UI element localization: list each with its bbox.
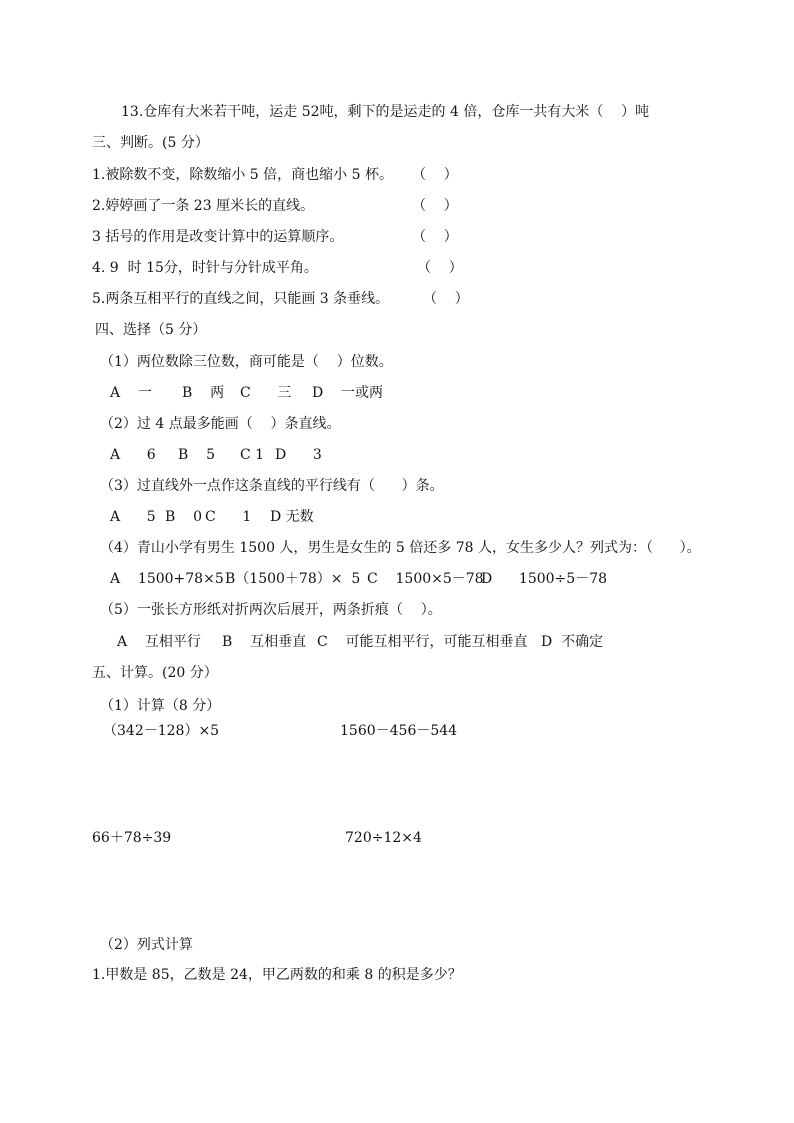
calc-part2-question-1: 1.甲数是 85，乙数是 24，甲乙两数的和乘 8 的积是多少？ — [92, 967, 462, 983]
q13-line: 13.仓库有大米若干吨，运走 52吨，剩下的是运走的 4 倍，仓库一共有大米（ ）吨 — [121, 104, 650, 120]
choice-q4-stem: （4）青山小学有男生 1500 人，男生是女生的 5 倍还多 78 人，女生多少人？列式为：（ ）。 — [100, 540, 701, 556]
section4-heading: 四、选择（5 分） — [95, 322, 207, 338]
choice-q5-option-b: B 互相垂直 — [222, 634, 307, 650]
choice-q1-stem: （1）两位数除三位数，商可能是（ ）位数。 — [100, 354, 393, 370]
choice-q2-option-d: D 3 — [275, 447, 322, 463]
choice-q5-stem: （5）一张长方形纸对折两次后展开，两条折痕（ ）。 — [100, 602, 442, 618]
choice-q4-option-c: C 1500×5－78 — [367, 571, 484, 587]
choice-q5-option-a: A 互相平行 — [117, 634, 201, 650]
judge-item-2: 2.婷婷画了一条 23 厘米长的直线。 — [92, 198, 315, 214]
choice-q1-option-a: A 一 — [110, 385, 152, 401]
choice-q5-option-d: D 不确定 — [541, 634, 604, 650]
calc-expression-3: 66＋78÷39 — [92, 830, 172, 846]
judge-item-5: 5.两条互相平行的直线之间，只能画 3 条垂线。 — [92, 291, 390, 307]
judge-blank-4: （ ） — [417, 260, 463, 276]
calc-part1-heading: （1）计算（8 分） — [100, 698, 221, 714]
choice-q5-option-c: C 可能互相平行，可能互相垂直 — [317, 634, 528, 650]
choice-q3-option-a: A 5 — [110, 509, 156, 525]
calc-expression-2: 1560－456－544 — [340, 723, 458, 739]
judge-item-1: 1.被除数不变，除数缩小 5 倍，商也缩小 5 杯。 — [92, 167, 393, 183]
choice-q3-stem: （3）过直线外一点作这条直线的平行线有（ ）条。 — [100, 478, 444, 494]
choice-q3-option-b: B 0 — [165, 509, 202, 525]
choice-q3-option-d: D 无数 — [270, 509, 314, 525]
judge-blank-1: （ ） — [412, 167, 458, 183]
choice-q1-option-b: B 两 — [182, 385, 225, 401]
choice-q3-option-c: C 1 — [205, 509, 252, 525]
calc-part2-heading: （2）列式计算 — [100, 937, 193, 953]
choice-q2-stem: （2）过 4 点最多能画（ ）条直线。 — [100, 416, 341, 432]
judge-blank-3: （ ） — [412, 229, 458, 245]
judge-item-3: 3 括号的作用是改变计算中的运算顺序。 — [92, 229, 344, 245]
choice-q2-option-c: C 1 — [240, 447, 265, 463]
judge-blank-2: （ ） — [412, 198, 458, 214]
calc-expression-1: （342－128）×5 — [103, 723, 220, 739]
choice-q2-option-a: A 6 — [110, 447, 156, 463]
choice-q1-option-d: D 一或两 — [312, 385, 384, 401]
choice-q2-option-b: B 5 — [178, 447, 215, 463]
choice-q4-option-a: A 1500+78×5 — [110, 571, 224, 587]
section5-heading: 五、计算。(20 分） — [92, 665, 218, 681]
calc-expression-4: 720÷12×4 — [345, 830, 422, 846]
section3-heading: 三、判断。(5 分） — [92, 135, 209, 151]
choice-q1-option-c: C 三 — [240, 385, 292, 401]
choice-q4-option-d: D 1500÷5－78 — [481, 571, 608, 587]
judge-item-4: 4. 9 时 15分，时针与分针成平角。 — [92, 260, 318, 276]
judge-blank-5: （ ） — [423, 291, 469, 307]
choice-q4-option-b: B（1500＋78）× 5 — [225, 571, 361, 587]
